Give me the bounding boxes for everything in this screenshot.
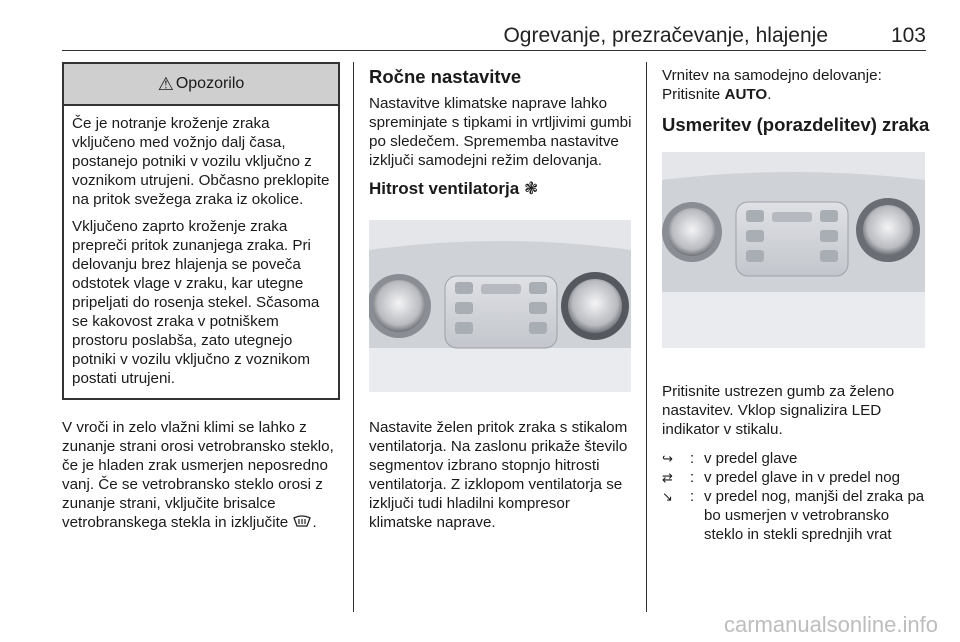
warning-title: Opozorilo bbox=[175, 75, 245, 92]
warning-header bbox=[64, 64, 338, 106]
column-right bbox=[662, 66, 930, 544]
column-divider bbox=[646, 62, 647, 612]
vent-head-feet-icon: ⇄ bbox=[662, 470, 673, 485]
list-item-text: v predel glave bbox=[704, 450, 798, 467]
list-item: ↘ : v predel nog, manjši del zraka pa bo usmerjen v vetrobransko steklo in stekli sprednjih vrat bbox=[662, 487, 930, 544]
list-item: ⇄ : v predel glave in v predel nog bbox=[662, 468, 930, 487]
vent-feet-defrost-icon: ↘ bbox=[662, 489, 673, 504]
warning-body bbox=[64, 106, 338, 398]
body-text: Vrnitev na samodejno delovanje: Pritisnite bbox=[662, 67, 882, 103]
list-item: ↪ : v predel glave bbox=[662, 449, 930, 468]
list-item-text: v predel nog, manjši del zraka pa bo usmerjen v vetrobransko steklo in stekli sprednjih vrat bbox=[704, 488, 925, 543]
body-text: . bbox=[312, 514, 317, 531]
body-paragraph: Nastavitve klimatske naprave lahko spreminjate s tipkami in vrtljivimi gumbi po sledečem. Sprememba nastavitve izključi samodejni režim delovanja. bbox=[369, 95, 632, 169]
body-paragraph: Nastavite želen pritok zraka s stikalom ventilatorja. Na zaslonu prikaže število segmentov izbrano stopnjo hitrosti ventilatorja. Z izklopom ventilatorja se izključi tudi hladilni kompresor klimatske naprave. bbox=[369, 419, 628, 531]
body-paragraph bbox=[62, 418, 340, 532]
fan-heading-text: Hitrost ventilatorja bbox=[369, 179, 520, 198]
column-left bbox=[62, 62, 340, 540]
warning-triangle-icon: ⚠ bbox=[157, 73, 174, 94]
header-title: Ogrevanje, prezračevanje, hlajenje bbox=[503, 24, 828, 47]
warning-paragraph: Če je notranje kroženje zraka vključeno med vožnjo dalj časa, postanejo potniki v vozilu vključno z voznikom utrujeni. Občasno preklopite na pritok svežega zraka iz okolice. bbox=[72, 115, 330, 208]
column-middle bbox=[369, 66, 633, 540]
warning-box bbox=[62, 62, 340, 400]
ac-icon bbox=[292, 515, 312, 529]
warning-paragraph: Vključeno zaprto kroženje zraka prepreči pritok zunanjega zraka. Pri delovanju brez hlajenja se poveča odstotek vlage v zraku, kar utegne pripeljati do rosenja stekel. Sčasoma se kakovost zraka v potniškem prostoru poslabša, zato utegnejo potniki v vozilu vključno z voznikom postati utrujeni. bbox=[72, 218, 320, 387]
climate-panel-photo bbox=[662, 152, 925, 348]
body-text: . bbox=[767, 86, 772, 103]
body-paragraph: Pritisnite ustrezen gumb za želeno nastavitev. Vklop signalizira LED indikator v stikalu. bbox=[662, 383, 895, 438]
page-number: 103 bbox=[890, 24, 926, 47]
section-heading: Ročne nastavitve bbox=[369, 66, 522, 87]
watermark: carmanualsonline.info bbox=[723, 612, 938, 637]
fan-icon: ❃ bbox=[523, 179, 539, 198]
vent-head-icon: ↪ bbox=[662, 451, 673, 466]
page-header bbox=[62, 24, 926, 51]
climate-panel-photo bbox=[369, 220, 631, 392]
body-text: V vroči in zelo vlažni klimi se lahko z zunanje strani orosi vetrobransko steklo, če je hladen zrak usmerjen neposredno vanj. Če se vetrobransko steklo orosi z zunanje strani, vključite brisalce vetrobranskega stekla in izključite bbox=[62, 419, 334, 531]
air-distribution-list bbox=[662, 449, 930, 544]
section-heading: Usmeritev (porazdelitev) zraka bbox=[662, 114, 930, 135]
auto-button-label: AUTO bbox=[724, 86, 768, 103]
list-item-text: v predel glave in v predel nog bbox=[704, 469, 900, 486]
section-heading bbox=[369, 178, 633, 200]
column-divider bbox=[353, 62, 354, 612]
body-paragraph bbox=[662, 66, 930, 104]
